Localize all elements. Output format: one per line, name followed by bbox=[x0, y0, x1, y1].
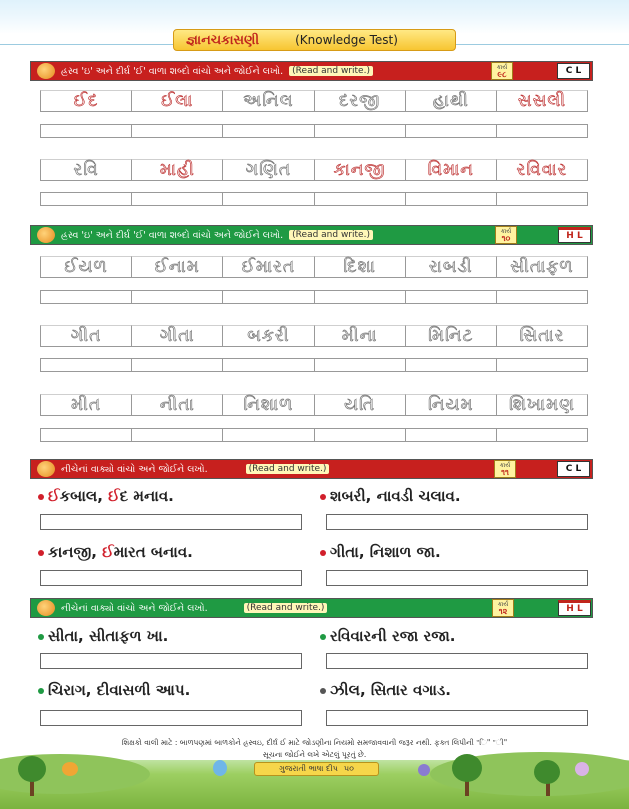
trace-word: રવિ bbox=[40, 159, 132, 181]
answer-box[interactable] bbox=[40, 653, 302, 669]
trace-word: વિમાન bbox=[406, 159, 497, 181]
trace-word: ગીત bbox=[40, 325, 132, 347]
trace-word: કાનજી bbox=[315, 159, 406, 181]
trace-word: દરજી bbox=[315, 90, 406, 112]
section-2-instruction: હ્રસ્વ 'ઇ' અને દીર્ઘ 'ઈ' વાળા શબ્દો વાંચો અને જોઈને લખો. bbox=[61, 229, 284, 241]
writing-box[interactable] bbox=[223, 428, 314, 442]
trace-word: ગણિત bbox=[223, 159, 314, 181]
trace-word: અનિલ bbox=[223, 90, 314, 112]
writing-box[interactable] bbox=[40, 290, 132, 304]
section-2-header bbox=[30, 225, 593, 245]
trace-word: સસલી bbox=[497, 90, 588, 112]
writing-box[interactable] bbox=[132, 192, 223, 206]
writing-box[interactable] bbox=[40, 428, 132, 442]
writing-box[interactable] bbox=[132, 124, 223, 138]
writing-box[interactable] bbox=[132, 290, 223, 304]
bullet bbox=[38, 688, 44, 694]
trace-word: સીતાફળ bbox=[497, 256, 588, 278]
teacher-note-line-2: સૂચના જોઈને લખે એટલું પૂરતું છે. bbox=[262, 750, 367, 759]
section-4-instruction: નીચેનાં વાક્યો વાંચો અને જોઈને લખો. bbox=[61, 602, 208, 614]
section-4-header bbox=[30, 598, 593, 618]
writing-box[interactable] bbox=[406, 192, 497, 206]
sentence-text: કબાલ, bbox=[59, 487, 109, 505]
sentence bbox=[320, 681, 451, 699]
tree bbox=[534, 760, 560, 784]
writing-row bbox=[40, 428, 588, 442]
bullet bbox=[320, 550, 326, 556]
trace-word: ઈયળ bbox=[40, 256, 132, 278]
footer-label: ગુજરાતી ભાષા દીપ bbox=[278, 764, 338, 773]
sentence-text: રવિવારની રજા રજા. bbox=[330, 627, 456, 645]
word-row bbox=[40, 159, 588, 181]
trace-word: શિખામણ bbox=[497, 394, 588, 416]
sentence-highlight: ઈ bbox=[48, 487, 60, 505]
page-number: ૫૦ bbox=[343, 764, 354, 773]
sentence-text: ગીતા, નિશાળ જા. bbox=[330, 543, 441, 561]
writing-row bbox=[40, 124, 588, 138]
tree bbox=[18, 756, 46, 782]
lesson-label: કાર્ય bbox=[500, 228, 512, 235]
trace-word: ઈદ bbox=[40, 90, 132, 112]
trace-word: દિશા bbox=[315, 256, 406, 278]
trace-word: ઈનામ bbox=[132, 256, 223, 278]
writing-box[interactable] bbox=[315, 192, 406, 206]
bullet bbox=[38, 550, 44, 556]
answer-box[interactable] bbox=[40, 570, 302, 586]
trace-word: ગીતા bbox=[132, 325, 223, 347]
trace-word: રાબડી bbox=[406, 256, 497, 278]
trace-word: મિનિટ bbox=[406, 325, 497, 347]
answer-box[interactable] bbox=[40, 514, 302, 530]
writing-box[interactable] bbox=[132, 428, 223, 442]
writing-box[interactable] bbox=[315, 290, 406, 304]
writing-box[interactable] bbox=[406, 124, 497, 138]
word-row bbox=[40, 256, 588, 278]
word-row bbox=[40, 90, 588, 112]
answer-box[interactable] bbox=[326, 653, 588, 669]
writing-box[interactable] bbox=[406, 290, 497, 304]
trace-word: મીના bbox=[315, 325, 406, 347]
lesson-number: ૧૧ bbox=[501, 468, 509, 477]
sentence-highlight: ઈ bbox=[108, 487, 120, 505]
bird-icon bbox=[575, 762, 589, 776]
bullet bbox=[38, 634, 44, 640]
sentence-text: ઝીલ, સિતાર વગાડ. bbox=[330, 681, 451, 699]
trace-word: ઈલા bbox=[132, 90, 223, 112]
section-1-instruction: હ્રસ્વ 'ઇ' અને દીર્ઘ 'ઈ' વાળા શબ્દો વાંચો અને જોઈને લખો. bbox=[61, 65, 284, 77]
writing-box[interactable] bbox=[132, 358, 223, 372]
tree bbox=[452, 754, 482, 782]
bullet bbox=[38, 494, 44, 500]
writing-box[interactable] bbox=[315, 428, 406, 442]
writing-box[interactable] bbox=[223, 192, 314, 206]
writing-box[interactable] bbox=[497, 124, 588, 138]
bullet bbox=[320, 634, 326, 640]
writing-box[interactable] bbox=[40, 192, 132, 206]
writing-box[interactable] bbox=[315, 124, 406, 138]
bird-icon bbox=[213, 760, 227, 776]
lesson-tag bbox=[492, 599, 514, 617]
trace-word: રવિવાર bbox=[497, 159, 588, 181]
trace-word: ઈમારત bbox=[223, 256, 314, 278]
writing-row bbox=[40, 192, 588, 206]
writing-box[interactable] bbox=[40, 124, 132, 138]
trace-word: નિશાળ bbox=[223, 394, 314, 416]
sentence bbox=[38, 543, 193, 561]
sentence-text: કાનજી, bbox=[48, 543, 103, 561]
lesson-number: ૯૮ bbox=[497, 70, 507, 79]
section-3-header bbox=[30, 459, 593, 479]
trace-word: બકરી bbox=[223, 325, 314, 347]
section-3-read-write: (Read and write.) bbox=[246, 464, 330, 474]
title-banner bbox=[173, 29, 456, 51]
sentence bbox=[38, 487, 174, 505]
writing-row bbox=[40, 358, 588, 372]
class-level-badge: C L bbox=[557, 461, 590, 477]
trace-word: યતિ bbox=[315, 394, 406, 416]
sentence bbox=[320, 487, 461, 505]
trace-word: મીત bbox=[40, 394, 132, 416]
lesson-label: કાર્ય bbox=[497, 601, 509, 608]
answer-box[interactable] bbox=[326, 710, 588, 726]
writing-box[interactable] bbox=[406, 428, 497, 442]
title-english: (Knowledge Test) bbox=[295, 33, 398, 47]
writing-box[interactable] bbox=[223, 358, 314, 372]
section-4-read-write: (Read and write.) bbox=[244, 603, 328, 613]
answer-box[interactable] bbox=[326, 514, 588, 530]
lesson-label: કાર્ય bbox=[496, 64, 508, 71]
lesson-tag bbox=[494, 460, 516, 478]
writing-box[interactable] bbox=[497, 428, 588, 442]
trace-word: હાથી bbox=[406, 90, 497, 112]
trace-word: નીતા bbox=[132, 394, 223, 416]
trace-word: માહી bbox=[132, 159, 223, 181]
bullet bbox=[320, 688, 326, 694]
writing-box[interactable] bbox=[406, 358, 497, 372]
word-row bbox=[40, 394, 588, 416]
word-row bbox=[40, 325, 588, 347]
section-2-read-write: (Read and write.) bbox=[289, 230, 373, 240]
lesson-tag bbox=[491, 62, 513, 80]
section-1-header bbox=[30, 61, 593, 81]
sentence bbox=[38, 627, 168, 645]
sentence-highlight: ઈ bbox=[102, 543, 114, 561]
sentence-text: સીતા, સીતાફળ ખા. bbox=[48, 627, 169, 645]
writing-box[interactable] bbox=[315, 358, 406, 372]
answer-box[interactable] bbox=[326, 570, 588, 586]
writing-box[interactable] bbox=[497, 192, 588, 206]
trace-word: નિયમ bbox=[406, 394, 497, 416]
lesson-label: કાર્ય bbox=[499, 462, 511, 469]
home-level-badge: H L bbox=[558, 600, 591, 616]
writing-box[interactable] bbox=[223, 124, 314, 138]
writing-box[interactable] bbox=[497, 358, 588, 372]
home-level-badge: H L bbox=[558, 227, 591, 243]
title-gujarati: જ્ઞાનચકાસણી bbox=[186, 32, 260, 48]
bird-icon bbox=[418, 764, 430, 776]
sentence bbox=[320, 543, 441, 561]
answer-box[interactable] bbox=[40, 710, 302, 726]
bullet bbox=[320, 494, 326, 500]
sentence-text: મારત બનાવ. bbox=[113, 543, 193, 561]
lesson-number: ૧૨ bbox=[498, 607, 508, 616]
section-1-read-write: (Read and write.) bbox=[289, 66, 373, 76]
class-level-badge: C L bbox=[557, 63, 590, 79]
sentence-text: દ મનાવ. bbox=[119, 487, 174, 505]
teacher-note-line-1: શિક્ષકો વાલી માટે : બાળપણમાં બાળકોને હ્રસ્વઇ, દીર્ઘ ઈ માટે જોડણીના નિયમો સમજાવવાની જરૂર નથી. ફક્ત લિપીની "િ" "ી" bbox=[121, 738, 508, 747]
sentence-text: શબરી, નાવડી ચલાવ. bbox=[330, 487, 461, 505]
lesson-number: ૧૦ bbox=[501, 234, 511, 243]
writing-box[interactable] bbox=[40, 358, 132, 372]
bird-icon bbox=[62, 762, 78, 776]
trace-word: સિતાર bbox=[497, 325, 588, 347]
page-footer-tag bbox=[254, 762, 379, 776]
writing-row bbox=[40, 290, 588, 304]
writing-box[interactable] bbox=[223, 290, 314, 304]
lesson-tag bbox=[495, 226, 517, 244]
sentence bbox=[320, 627, 455, 645]
section-3-instruction: નીચેનાં વાક્યો વાંચો અને જોઈને લખો. bbox=[61, 463, 208, 475]
writing-box[interactable] bbox=[497, 290, 588, 304]
sentence-text: ચિરાગ, દીવાસળી આપ. bbox=[48, 681, 191, 699]
sentence bbox=[38, 681, 190, 699]
